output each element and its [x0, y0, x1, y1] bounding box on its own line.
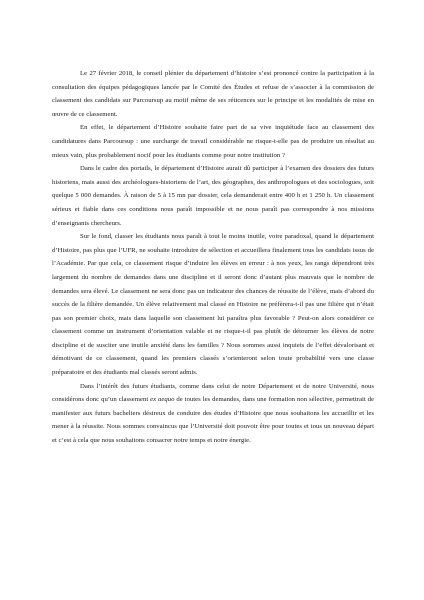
- paragraph-1: Le 27 février 2018, le conseil plénier du département d’histoire s’est prononcé contre la participation à la consultation des équipes pédagogiques lancée par le Comité des Études et refuse de s’associer à la commission de classement des candidats sur Parcoursup au motif même de ses réticences sur le principe et les modalités de mise en œuvre de ce classement.: [52, 70, 374, 118]
- emphasis-ex-aequo: ex aequo: [150, 396, 175, 404]
- paragraph-4: Sur le fond, classer les étudiants nous paraît à tout le moins inutile, voire paradoxal, quand le département d’Histoire, pas plus que l’UFR, ne souhaite introduire de sélection et accueillera finalement tous les candidats issus de l’Académie. Par que cela, ce classement risque d’induire les élèves en erreur : à nos yeux, les rangs dépendront très largement du nombre de demandes dans une discipline et il seront donc d’autant plus mauvais que le nombre de demandes sera élevé. Le classement ne sera donc pas un indicateur des chances de réussite de l’élève, mais d’abord du succès de la filière demandée. Un élève relativement mal classé en Histoire ne préfèrera-t-il pas une filière qui n’était pas son premier choix, mais dans laquelle son classement lui paraîtra plus favorable ? Peut-on alors considérer ce classement comme un instrument d’orientation valable et ne risque-t-il pas plutôt de détourner les élèves de notre discipline et de susciter une inutile anxiété dans les familles ? Nous sommes aussi inquiets de l’effet dévalorisant et démotivant de ce classement, quand les premiers classés s’orienteront selon toute probabilité vers une classe préparatoire et des étudiants mal classés seront admis.: [52, 233, 374, 377]
- paragraph-2: En effet, le département d’Histoire souhaite faire part de sa vive inquiétude face au classement des candidatures dans Parcoursup : une surcharge de travail considérable ne risque-t-elle pas de produire un résultat au mieux vain, plus probablement nocif pour les étudiants comme pour notre institution ?: [52, 124, 374, 159]
- paragraph-5: Dans l’intérêt des futurs étudiants, comme dans celui de notre Département et de notre Université, nous considérons donc qu’un classement ex aequo de toutes les demandes, dans une formation non sélective, permettrait de manifester aux futurs bacheliers désireux de conduire des études d’Histoire que nous souhaitons les accueillir et les mener à la réussite. Nous sommes convaincus que l’Université doit pouvoir être pour toutes et tous un nouveau départ et c’est à cela que nous souhaitons consacrer notre temps et notre énergie.: [52, 382, 374, 445]
- document-page: [52, 67, 374, 448]
- paragraph-3: Dans le cadre des portails, le département d’Histoire aurait dû participer à l’examen des dossiers des futurs historiens, mais aussi des archéologues-historiens de l’art, des géographes, des anthropologues et des sociologues, soit quelque 5 000 demandes. À raison de 5 à 15 mn par dossier, cela demanderait entre 400 h et 1 250 h. Un classement sérieux et fiable dans ces conditions nous paraît impossible et ne nous paraît pas correspondre à nos missions d’enseignants chercheurs.: [52, 165, 374, 227]
